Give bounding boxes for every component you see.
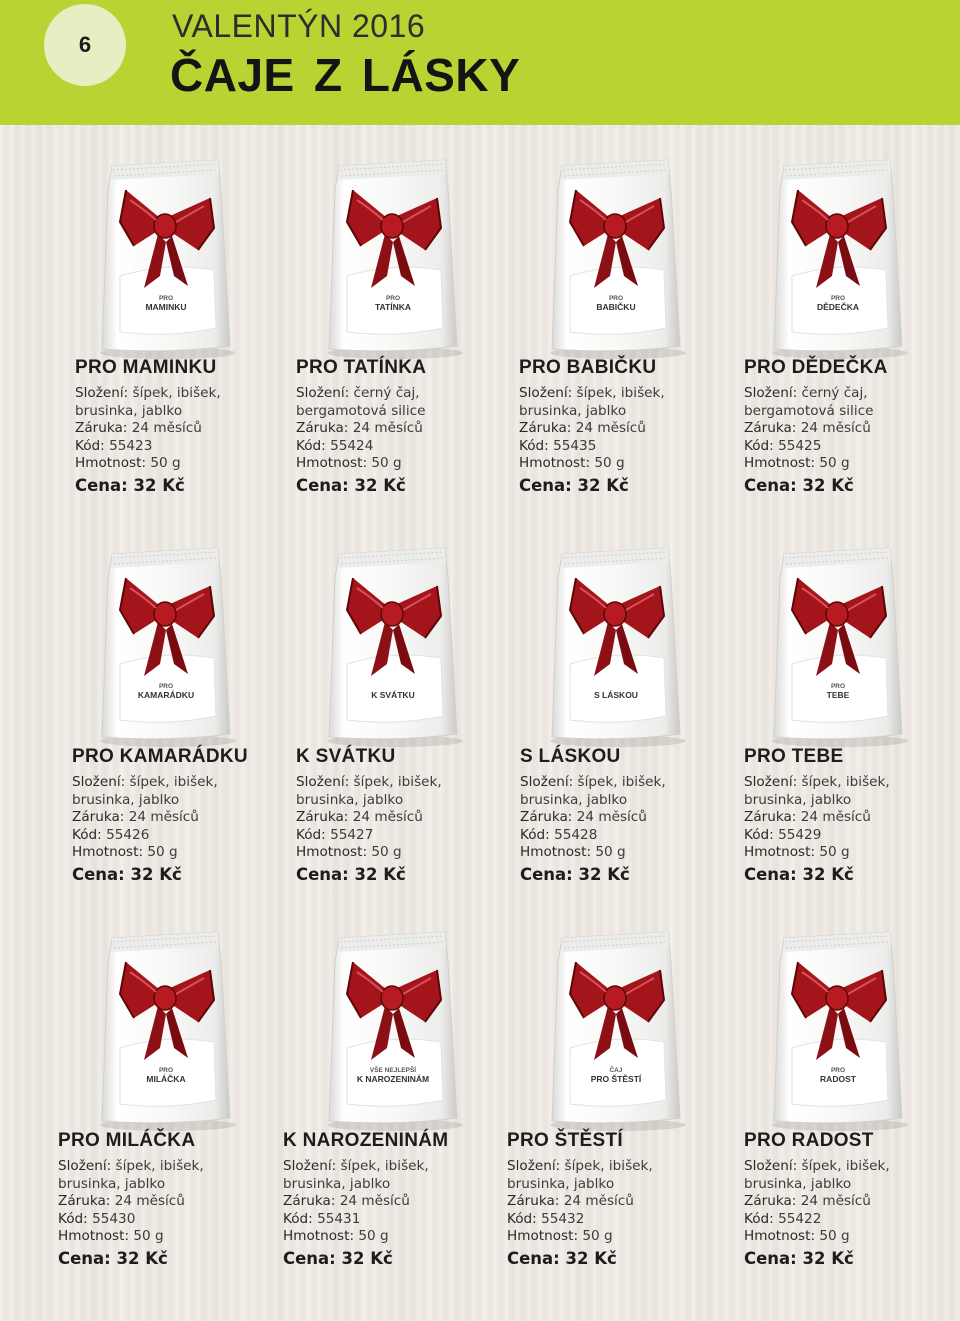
field-value: 50 g [371, 844, 402, 860]
field-value: šípek, ibišek, [576, 385, 665, 401]
price-line [296, 476, 511, 495]
tea-package-image [762, 150, 912, 360]
field-value: 32 Kč [565, 1248, 617, 1268]
field-label: Kód: [58, 1210, 88, 1227]
tea-bag-icon [540, 922, 690, 1132]
tea-package-image [90, 922, 240, 1132]
field-label: Cena: [283, 1248, 336, 1268]
field-value: černý čaj, [801, 385, 868, 401]
tea-bag-icon [540, 538, 690, 748]
price-line [520, 865, 735, 884]
field-label: Záruka: [744, 420, 797, 436]
field-label: Záruka: [75, 420, 128, 436]
field-value: 55428 [554, 826, 598, 843]
product-name: PRO TATÍNKA [296, 357, 427, 378]
field-label: Cena: [296, 475, 349, 495]
field-value: 50 g [133, 1228, 164, 1244]
field-value: 50 g [595, 844, 626, 860]
product-name: PRO MAMINKU [75, 357, 217, 378]
code-line [519, 438, 734, 456]
field-value: 55431 [317, 1210, 361, 1227]
field-value: 55425 [778, 437, 822, 454]
field-value: brusinka, jablko [72, 791, 180, 808]
field-value: 24 měsíců [352, 809, 423, 825]
field-value: 24 měsíců [800, 1193, 871, 1209]
field-label: Hmotnost: [744, 455, 816, 471]
field-value: bergamotová silice [296, 402, 426, 419]
product-info [507, 1130, 722, 1268]
field-value: brusinka, jablko [58, 1175, 166, 1192]
pack-label-small: PRO [158, 1067, 174, 1074]
field-value: brusinka, jablko [75, 402, 183, 419]
code-line [75, 438, 290, 456]
pack-label-main: PRO ŠTĚSTÍ [590, 1074, 642, 1084]
field-value: 55430 [92, 1210, 136, 1227]
field-label: Kód: [744, 437, 774, 454]
field-value: 50 g [150, 455, 181, 471]
field-label: Složení: [72, 774, 126, 790]
composition-line-1 [744, 1158, 959, 1176]
composition-line-1 [75, 385, 290, 403]
field-label: Záruka: [519, 420, 572, 436]
field-value: 24 měsíců [563, 1193, 634, 1209]
warranty-line [296, 420, 511, 438]
field-label: Složení: [58, 1158, 112, 1174]
field-label: Záruka: [296, 809, 349, 825]
weight-line [296, 844, 511, 862]
pack-label-main: BABIČKU [596, 302, 636, 312]
composition-line-2 [296, 403, 511, 421]
product-info [72, 746, 287, 884]
warranty-line [507, 1193, 722, 1211]
code-line [296, 827, 511, 845]
product-name: PRO RADOST [744, 1130, 874, 1151]
page-title: ČAJE Z LÁSKY [170, 49, 521, 101]
field-value: brusinka, jablko [744, 791, 852, 808]
product-info [296, 357, 511, 495]
field-value: 24 měsíců [576, 809, 647, 825]
weight-line [296, 455, 511, 473]
tea-package-image [762, 922, 912, 1132]
field-label: Cena: [58, 1248, 111, 1268]
tea-package-image [90, 150, 240, 360]
composition-line-1 [519, 385, 734, 403]
field-label: Kód: [72, 826, 102, 843]
pack-label-small: PRO [830, 683, 846, 690]
field-value: brusinka, jablko [296, 791, 404, 808]
field-value: brusinka, jablko [283, 1175, 391, 1192]
pack-label-main: K NAROZENINÁM [356, 1074, 430, 1084]
field-label: Hmotnost: [296, 455, 368, 471]
warranty-line [744, 420, 959, 438]
composition-line-2 [296, 792, 511, 810]
field-label: Složení: [519, 385, 573, 401]
field-label: Hmotnost: [75, 455, 147, 471]
tea-package-image [540, 150, 690, 360]
code-line [744, 438, 959, 456]
page-header [0, 0, 960, 125]
code-line [296, 438, 511, 456]
field-value: 32 Kč [354, 864, 406, 884]
warranty-line [744, 1193, 959, 1211]
field-label: Hmotnost: [296, 844, 368, 860]
price-line [744, 865, 959, 884]
field-value: 32 Kč [578, 864, 630, 884]
product-name: S LÁSKOU [520, 746, 621, 767]
code-line [58, 1211, 273, 1229]
pack-label-small: VŠE NEJLEPŠÍ [369, 1067, 417, 1074]
field-label: Hmotnost: [744, 844, 816, 860]
field-label: Hmotnost: [520, 844, 592, 860]
composition-line-1 [296, 774, 511, 792]
field-value: brusinka, jablko [744, 1175, 852, 1192]
field-label: Kód: [744, 1210, 774, 1227]
field-value: 32 Kč [802, 864, 854, 884]
field-value: 24 měsíců [800, 809, 871, 825]
field-label: Složení: [744, 385, 798, 401]
field-value: brusinka, jablko [520, 791, 628, 808]
field-label: Kód: [519, 437, 549, 454]
product-info [520, 746, 735, 884]
pack-label-small: PRO [385, 295, 401, 302]
product-name: PRO MILÁČKA [58, 1130, 196, 1151]
field-value: 32 Kč [341, 1248, 393, 1268]
composition-line-1 [58, 1158, 273, 1176]
composition-line-2 [519, 403, 734, 421]
tea-bag-icon [762, 538, 912, 748]
field-value: 50 g [582, 1228, 613, 1244]
field-value: 55422 [778, 1210, 822, 1227]
field-label: Cena: [519, 475, 572, 495]
composition-line-2 [744, 403, 959, 421]
field-label: Cena: [744, 864, 797, 884]
composition-line-1 [520, 774, 735, 792]
product-info [58, 1130, 273, 1268]
composition-line-1 [283, 1158, 498, 1176]
field-label: Kód: [75, 437, 105, 454]
field-value: 50 g [371, 455, 402, 471]
product-name: PRO ŠTĚSTÍ [507, 1130, 623, 1151]
field-label: Záruka: [744, 1193, 797, 1209]
field-value: šípek, ibišek, [577, 774, 666, 790]
weight-line [75, 455, 290, 473]
field-label: Cena: [296, 864, 349, 884]
tea-package-image [317, 150, 467, 360]
tea-bag-icon [762, 922, 912, 1132]
price-line [519, 476, 734, 495]
field-value: brusinka, jablko [519, 402, 627, 419]
field-value: černý čaj, [353, 385, 420, 401]
field-label: Složení: [296, 385, 350, 401]
product-name: PRO DĚDEČKA [744, 357, 888, 378]
composition-line-2 [283, 1176, 498, 1194]
warranty-line [72, 809, 287, 827]
field-label: Hmotnost: [519, 455, 591, 471]
field-value: 24 měsíců [575, 420, 646, 436]
field-label: Záruka: [283, 1193, 336, 1209]
pack-label-main: TATÍNKA [374, 302, 412, 312]
field-value: 55426 [106, 826, 150, 843]
field-value: 55432 [541, 1210, 585, 1227]
field-label: Kód: [296, 826, 326, 843]
tea-package-image [540, 538, 690, 748]
tea-bag-icon [90, 150, 240, 360]
tea-bag-icon [762, 150, 912, 360]
composition-line-1 [744, 385, 959, 403]
field-value: 55435 [553, 437, 597, 454]
field-label: Složení: [744, 1158, 798, 1174]
field-label: Záruka: [72, 809, 125, 825]
warranty-line [75, 420, 290, 438]
price-line [72, 865, 287, 884]
warranty-line [58, 1193, 273, 1211]
product-info [75, 357, 290, 495]
price-line [507, 1249, 722, 1268]
field-label: Složení: [283, 1158, 337, 1174]
field-label: Záruka: [520, 809, 573, 825]
product-name: PRO KAMARÁDKU [72, 746, 248, 767]
field-value: 32 Kč [802, 475, 854, 495]
field-label: Hmotnost: [283, 1228, 355, 1244]
composition-line-2 [58, 1176, 273, 1194]
field-label: Kód: [744, 826, 774, 843]
field-label: Složení: [744, 774, 798, 790]
field-value: 32 Kč [116, 1248, 168, 1268]
field-label: Cena: [520, 864, 573, 884]
field-label: Kód: [507, 1210, 537, 1227]
pack-label-main: KAMARÁDKU [137, 690, 195, 700]
code-line [744, 1211, 959, 1229]
field-value: šípek, ibišek, [115, 1158, 204, 1174]
field-label: Složení: [520, 774, 574, 790]
composition-line-2 [75, 403, 290, 421]
warranty-line [744, 809, 959, 827]
composition-line-1 [72, 774, 287, 792]
product-name: K NAROZENINÁM [283, 1130, 449, 1151]
composition-line-1 [507, 1158, 722, 1176]
product-name: PRO BABIČKU [519, 357, 657, 378]
weight-line [283, 1228, 498, 1246]
weight-line [507, 1228, 722, 1246]
tea-package-image [90, 538, 240, 748]
field-value: 50 g [594, 455, 625, 471]
pack-label-main: RADOST [820, 1074, 856, 1084]
field-label: Kód: [283, 1210, 313, 1227]
field-value: 32 Kč [802, 1248, 854, 1268]
field-label: Hmotnost: [72, 844, 144, 860]
tea-bag-icon [317, 922, 467, 1132]
price-line [283, 1249, 498, 1268]
pack-label-main: TEBE [826, 690, 850, 700]
composition-line-2 [520, 792, 735, 810]
field-value: 24 měsíců [339, 1193, 410, 1209]
field-value: 50 g [358, 1228, 389, 1244]
pack-label-main: DĚDEČKA [816, 302, 860, 312]
price-line [58, 1249, 273, 1268]
field-label: Kód: [520, 826, 550, 843]
field-value: šípek, ibišek, [340, 1158, 429, 1174]
field-value: šípek, ibišek, [564, 1158, 653, 1174]
field-value: 32 Kč [354, 475, 406, 495]
code-line [520, 827, 735, 845]
field-label: Záruka: [296, 420, 349, 436]
warranty-line [283, 1193, 498, 1211]
pack-label-small: PRO [158, 295, 174, 302]
weight-line [519, 455, 734, 473]
field-label: Kód: [296, 437, 326, 454]
field-value: šípek, ibišek, [132, 385, 221, 401]
field-label: Záruka: [507, 1193, 560, 1209]
composition-line-2 [744, 792, 959, 810]
field-label: Záruka: [58, 1193, 111, 1209]
pack-label-small: ČAJ [609, 1067, 623, 1074]
composition-line-2 [72, 792, 287, 810]
product-name: PRO TEBE [744, 746, 844, 767]
tea-bag-icon [317, 538, 467, 748]
weight-line [72, 844, 287, 862]
field-value: 55427 [330, 826, 374, 843]
field-value: 24 měsíců [128, 809, 199, 825]
code-line [72, 827, 287, 845]
field-value: šípek, ibišek, [129, 774, 218, 790]
weight-line [520, 844, 735, 862]
field-label: Záruka: [744, 809, 797, 825]
field-label: Hmotnost: [58, 1228, 130, 1244]
weight-line [744, 455, 959, 473]
tea-bag-icon [317, 150, 467, 360]
field-label: Složení: [507, 1158, 561, 1174]
field-value: šípek, ibišek, [353, 774, 442, 790]
field-label: Cena: [744, 1248, 797, 1268]
warranty-line [296, 809, 511, 827]
field-value: bergamotová silice [744, 402, 874, 419]
warranty-line [520, 809, 735, 827]
field-value: brusinka, jablko [507, 1175, 615, 1192]
field-label: Cena: [507, 1248, 560, 1268]
field-value: 32 Kč [133, 475, 185, 495]
field-value: 32 Kč [577, 475, 629, 495]
field-value: 24 měsíců [352, 420, 423, 436]
code-line [283, 1211, 498, 1229]
product-info [744, 357, 959, 495]
field-label: Cena: [744, 475, 797, 495]
price-line [744, 1249, 959, 1268]
page-number: 6 [44, 4, 126, 86]
field-value: 24 měsíců [114, 1193, 185, 1209]
warranty-line [519, 420, 734, 438]
product-info [744, 1130, 959, 1268]
weight-line [744, 844, 959, 862]
product-info [283, 1130, 498, 1268]
tea-package-image [317, 922, 467, 1132]
tea-package-image [540, 922, 690, 1132]
pack-label-main: MILÁČKA [146, 1074, 186, 1084]
code-line [744, 827, 959, 845]
field-value: 55424 [330, 437, 374, 454]
pack-label-small: PRO [830, 1067, 846, 1074]
code-line [507, 1211, 722, 1229]
catalog-subtitle: VALENTÝN 2016 [172, 8, 426, 44]
weight-line [58, 1228, 273, 1246]
field-label: Cena: [75, 475, 128, 495]
field-value: 55429 [778, 826, 822, 843]
field-value: 32 Kč [130, 864, 182, 884]
field-label: Hmotnost: [507, 1228, 579, 1244]
field-label: Složení: [75, 385, 129, 401]
field-value: 50 g [147, 844, 178, 860]
composition-line-2 [744, 1176, 959, 1194]
product-info [296, 746, 511, 884]
tea-package-image [762, 538, 912, 748]
composition-line-1 [296, 385, 511, 403]
price-line [296, 865, 511, 884]
field-value: 50 g [819, 455, 850, 471]
field-value: šípek, ibišek, [801, 774, 890, 790]
pack-label-small: PRO [158, 683, 174, 690]
field-value: 24 měsíců [800, 420, 871, 436]
composition-line-1 [744, 774, 959, 792]
field-value: 55423 [109, 437, 153, 454]
field-label: Složení: [296, 774, 350, 790]
field-label: Hmotnost: [744, 1228, 816, 1244]
product-info [744, 746, 959, 884]
tea-package-image [317, 538, 467, 748]
pack-label-main: S LÁSKOU [594, 690, 638, 700]
tea-bag-icon [90, 538, 240, 748]
composition-line-2 [507, 1176, 722, 1194]
field-value: 50 g [819, 1228, 850, 1244]
field-label: Cena: [72, 864, 125, 884]
pack-label-main: MAMINKU [145, 302, 187, 312]
product-info [519, 357, 734, 495]
field-value: 50 g [819, 844, 850, 860]
product-name: K SVÁTKU [296, 746, 396, 767]
tea-bag-icon [540, 150, 690, 360]
price-line [744, 476, 959, 495]
tea-bag-icon [90, 922, 240, 1132]
pack-label-small: PRO [830, 295, 846, 302]
pack-label-small: PRO [608, 295, 624, 302]
field-value: 24 měsíců [131, 420, 202, 436]
price-line [75, 476, 290, 495]
pack-label-main: K SVÁTKU [371, 690, 415, 700]
field-value: šípek, ibišek, [801, 1158, 890, 1174]
weight-line [744, 1228, 959, 1246]
